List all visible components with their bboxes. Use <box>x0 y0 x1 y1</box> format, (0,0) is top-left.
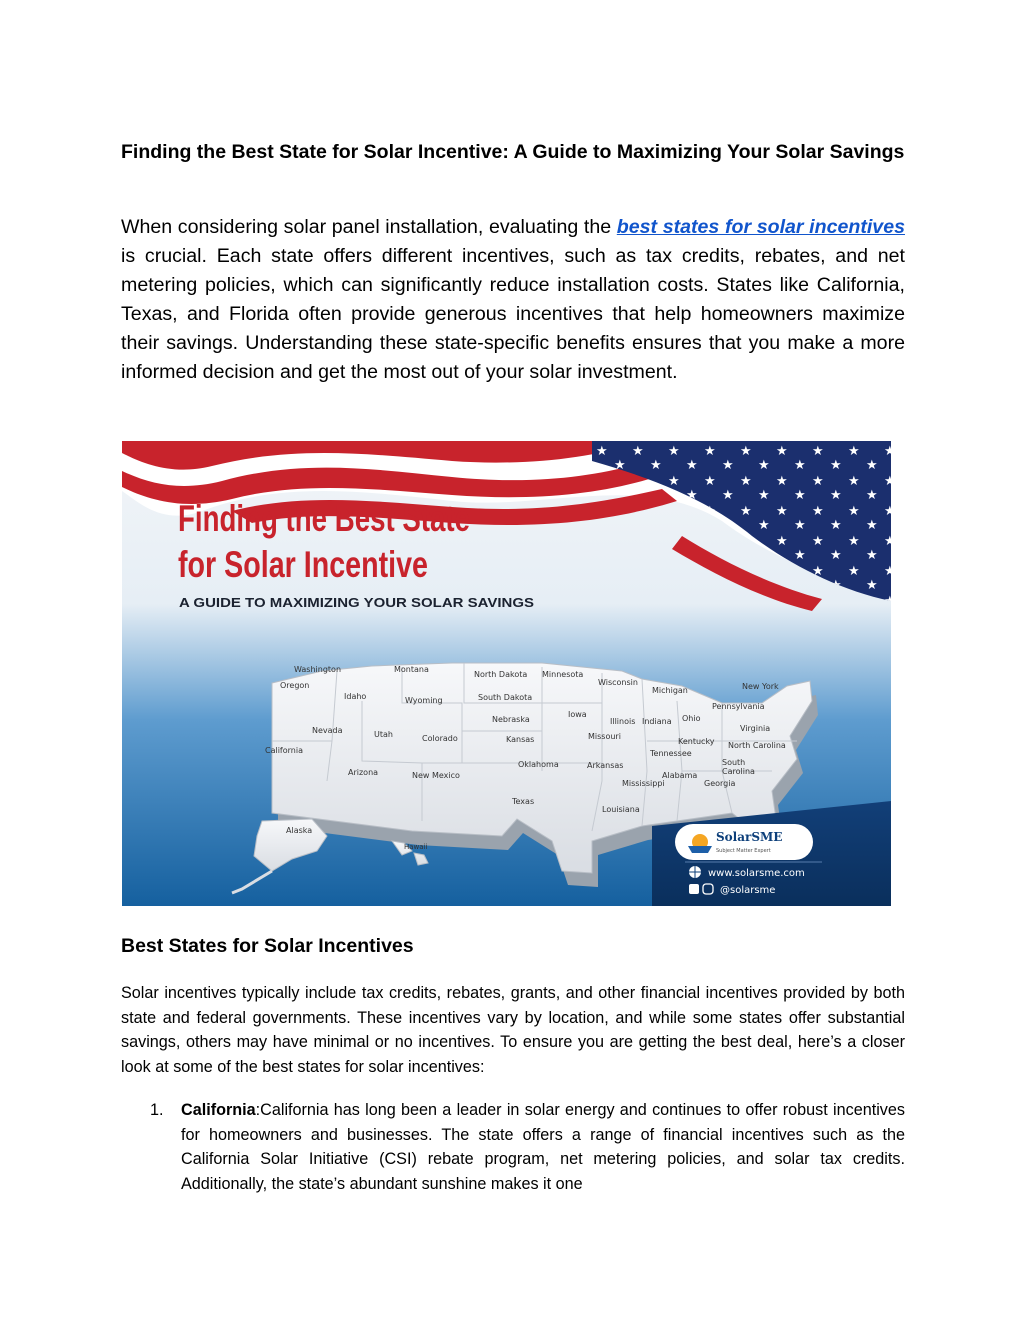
svg-text:Missouri: Missouri <box>588 732 621 741</box>
svg-text:Oregon: Oregon <box>280 681 310 690</box>
svg-text:North Carolina: North Carolina <box>728 741 786 750</box>
svg-text:Tennessee: Tennessee <box>650 749 692 758</box>
list-item-label: California <box>181 1101 256 1119</box>
svg-text:Iowa: Iowa <box>568 710 587 719</box>
states-list <box>150 1098 905 1196</box>
section-paragraph: Solar incentives typically include tax credits, rebates, grants, and other financial incentives provided by both state and federal governments. These incentives vary by location, and while some states offer substantial savings, others may have minimal or no incentives. To ensure you are getting the best deal, here’s a closer look at some of the best states for solar incentives: <box>121 984 905 1076</box>
globe-icon <box>689 866 701 878</box>
svg-text:Arizona: Arizona <box>348 768 379 777</box>
hero-banner-image <box>122 441 891 906</box>
svg-text:Texas: Texas <box>512 797 535 806</box>
intro-paragraph <box>121 213 905 387</box>
banner-illustration <box>122 441 891 906</box>
svg-text:Louisiana: Louisiana <box>602 805 640 814</box>
svg-text:Oklahoma: Oklahoma <box>518 760 559 769</box>
svg-text:Alaska: Alaska <box>286 826 313 835</box>
svg-text:Kentucky: Kentucky <box>678 737 715 746</box>
svg-text:Wisconsin: Wisconsin <box>598 678 638 687</box>
svg-text:South: South <box>722 758 746 767</box>
document-title: Finding the Best State for Solar Incentive: A Guide to Maximizing Your Solar Savings <box>121 141 905 163</box>
svg-text:Georgia: Georgia <box>704 779 736 788</box>
svg-text:Nevada: Nevada <box>312 726 343 735</box>
list-item-number: 1. <box>150 1101 164 1119</box>
list-item-body: :California has long been a leader in solar energy and continues to offer robust incentives for homeowners and businesses. The state offers a range of financial incentives such as the California Solar Initiative (CSI) rebate program, net metering policies, and solar tax credits. Additionally, the state’s abundant sunshine makes it one <box>181 1101 905 1193</box>
svg-text:Wyoming: Wyoming <box>405 696 443 705</box>
svg-text:Hawaii: Hawaii <box>404 843 428 851</box>
svg-text:Utah: Utah <box>374 730 393 739</box>
svg-text:Michigan: Michigan <box>652 686 688 695</box>
section-heading: Best States for Solar Incentives <box>121 935 414 957</box>
svg-text:Minnesota: Minnesota <box>542 670 584 679</box>
svg-text:Ohio: Ohio <box>682 714 701 723</box>
svg-text:Arkansas: Arkansas <box>587 761 624 770</box>
svg-text:Kansas: Kansas <box>506 735 535 744</box>
svg-text:Pennsylvania: Pennsylvania <box>712 702 765 711</box>
svg-text:Idaho: Idaho <box>344 692 367 701</box>
svg-text:Illinois: Illinois <box>610 717 636 726</box>
best-states-link[interactable]: best states for solar incentives <box>616 216 905 238</box>
svg-text:Colorado: Colorado <box>422 734 458 743</box>
banner-headline-line1: Finding the Best State <box>178 498 470 539</box>
svg-text:California: California <box>265 746 303 755</box>
svg-text:North Dakota: North Dakota <box>474 670 528 679</box>
banner-subheadline: A GUIDE TO MAXIMIZING YOUR SOLAR SAVINGS <box>179 596 534 610</box>
svg-text:New York: New York <box>742 682 779 691</box>
svg-text:Carolina: Carolina <box>722 767 755 776</box>
svg-text:Washington: Washington <box>294 665 342 674</box>
svg-text:Alabama: Alabama <box>662 771 698 780</box>
svg-text:New Mexico: New Mexico <box>412 771 460 780</box>
list-item-text <box>181 1098 905 1196</box>
brand-name: SolarSME <box>716 830 783 844</box>
svg-text:Virginia: Virginia <box>740 724 771 733</box>
svg-text:Montana: Montana <box>394 665 429 674</box>
brand-website: www.solarsme.com <box>708 868 805 879</box>
svg-text:Indiana: Indiana <box>642 717 672 726</box>
svg-text:Mississippi: Mississippi <box>622 779 665 788</box>
brand-tagline: Subject Matter Expert <box>716 848 771 854</box>
svg-text:South Dakota: South Dakota <box>478 693 533 702</box>
intro-text-after: is crucial. Each state offers different incentives, such as tax credits, rebates, and net metering policies, which can significantly reduce installation costs. States like California, Texas, and Florida often provide generous incentives that help homeowners maximize their savings. Understanding these state-specific benefits ensures that you make a more informed decision and get the most out of your solar investment. <box>121 245 905 383</box>
banner-headline-line2: for Solar Incentive <box>178 544 428 585</box>
intro-text-before: When considering solar panel installation, evaluating the <box>121 216 617 238</box>
list-item <box>150 1098 905 1196</box>
facebook-icon <box>689 884 699 894</box>
svg-text:Nebraska: Nebraska <box>492 715 530 724</box>
brand-social-handle: @solarsme <box>720 885 776 896</box>
